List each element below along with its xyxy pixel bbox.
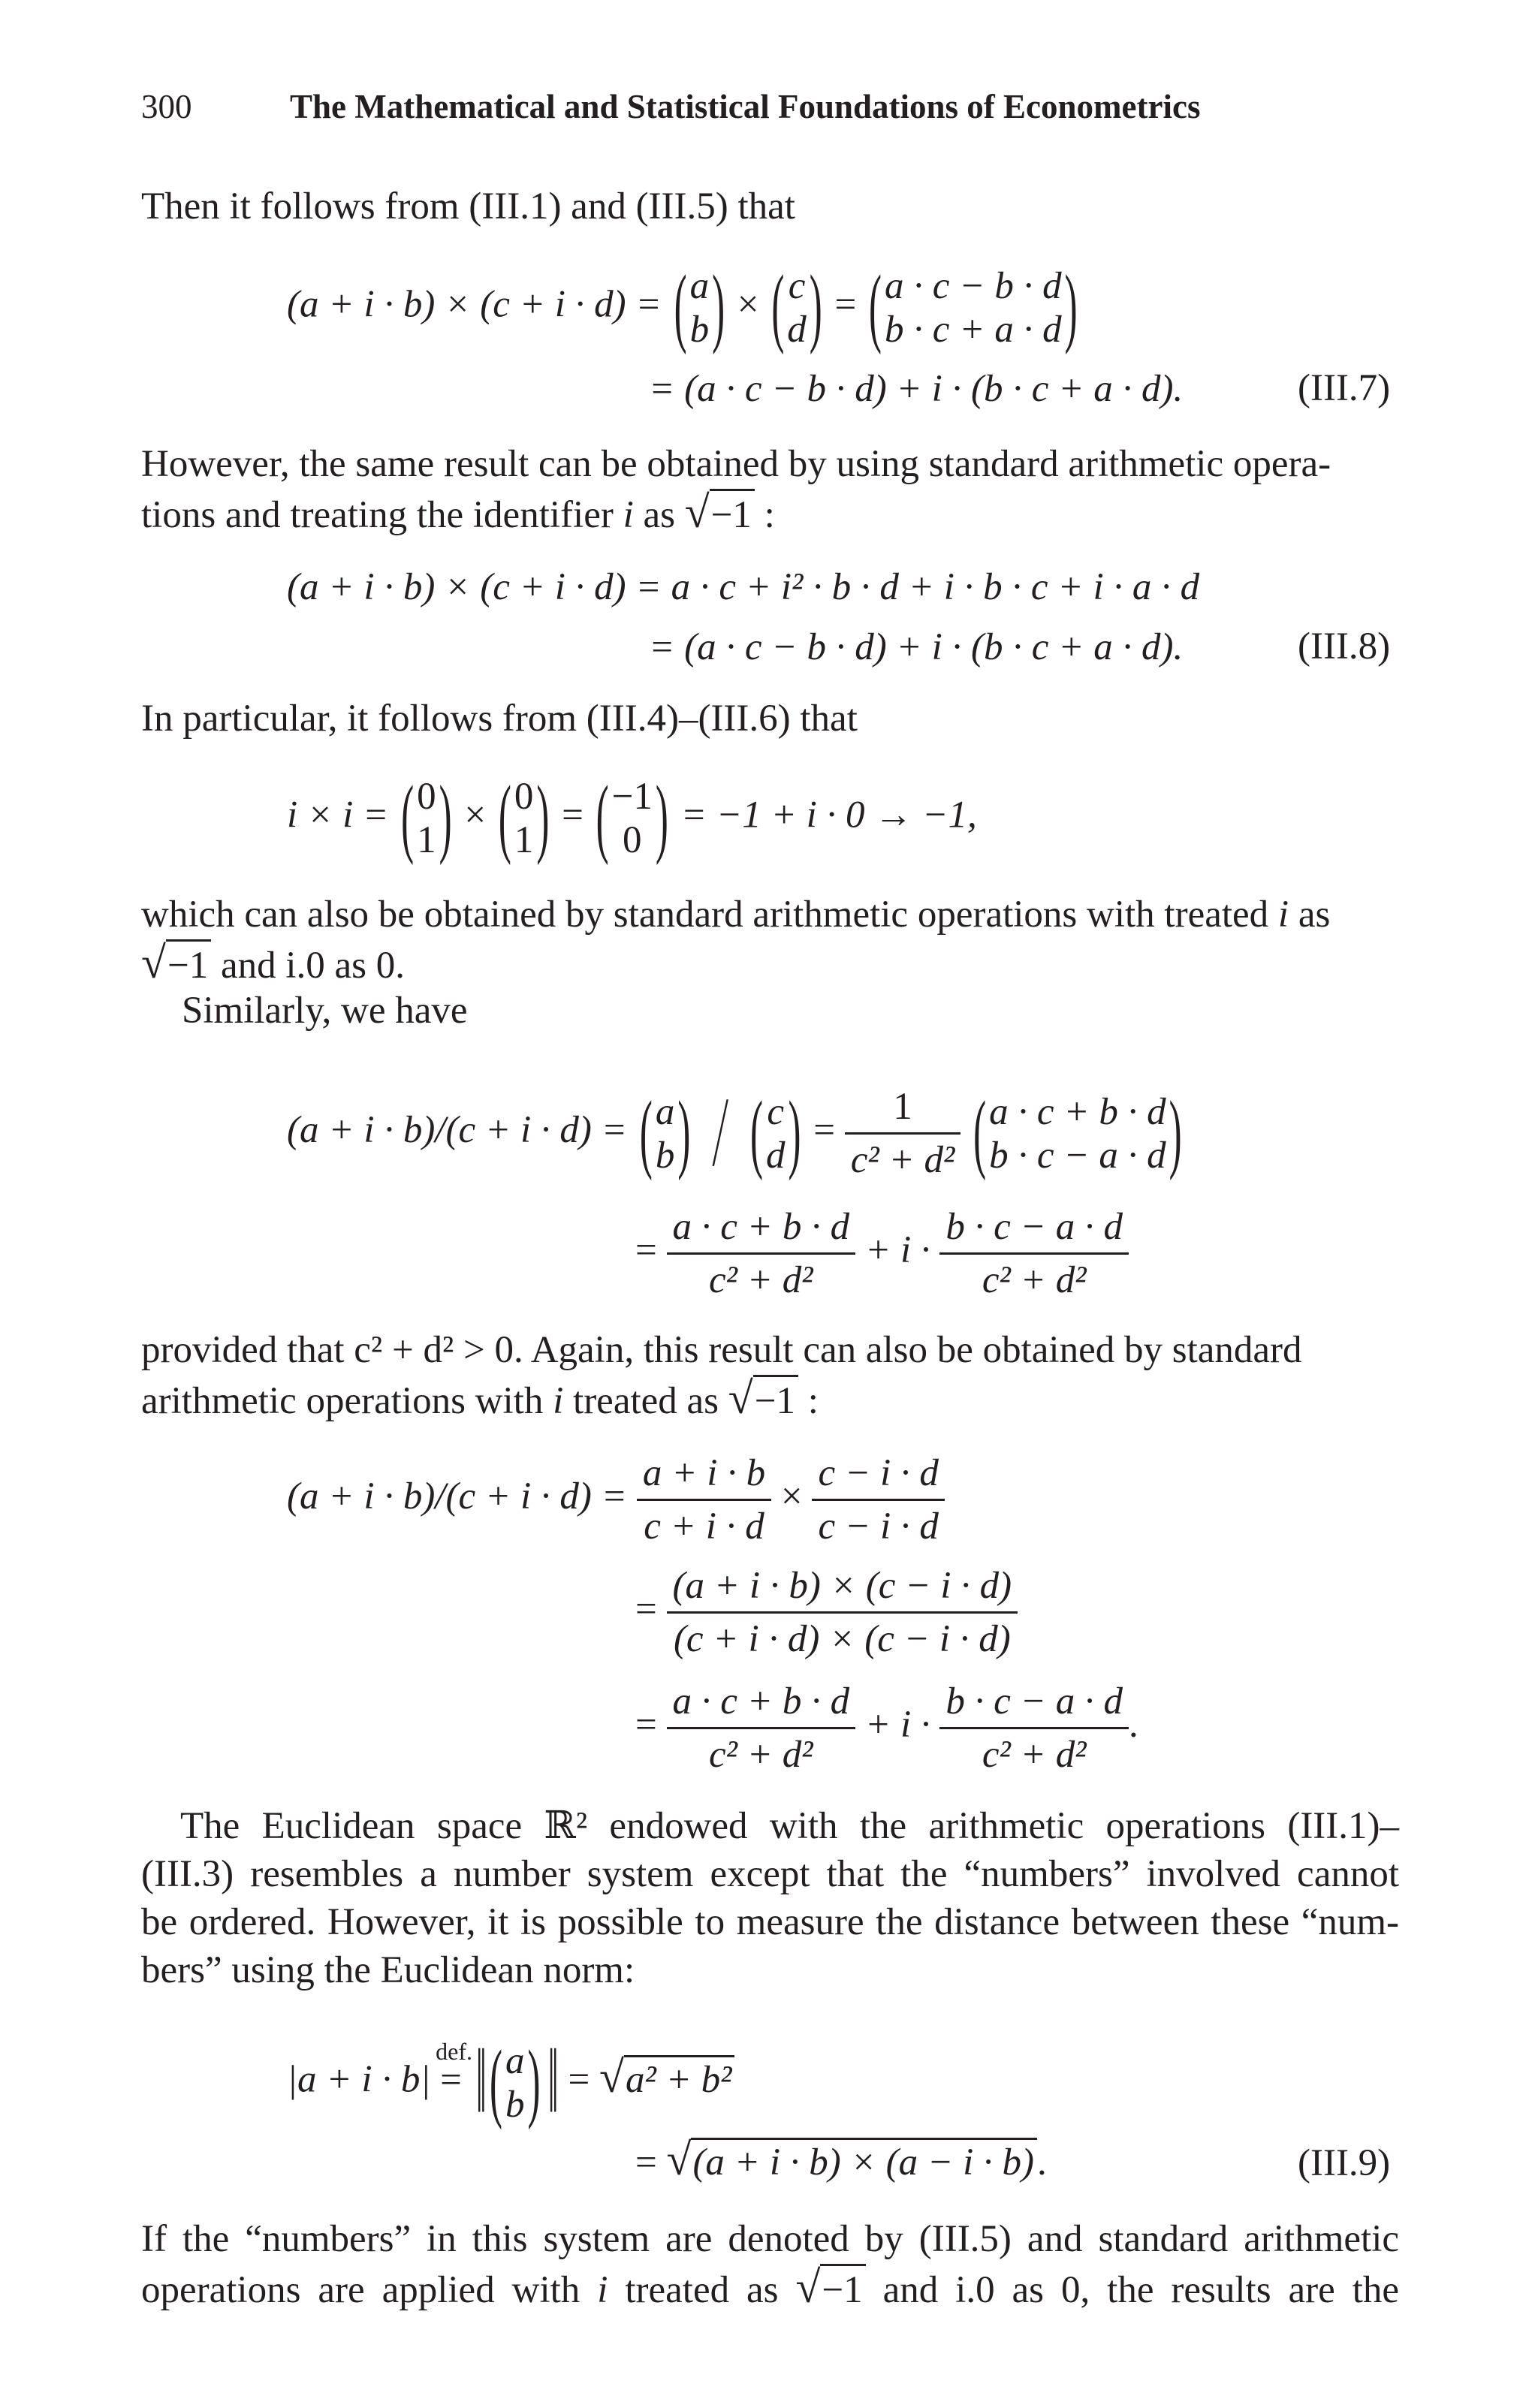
equation-number-iii-9: (III.9): [1298, 2142, 1391, 2184]
sqrt-minus-one: √−1: [685, 488, 755, 539]
paragraph-in-particular: In particular, it follows from (III.4)–(III.6) that: [141, 698, 858, 740]
equation-division-vector: (a + i · b)/(c + i · d) = ( a b ) / ( c d ) = $\frac{1}{\text{c² + d²}}$ ( a · c + b · d b · c − a · d ): [287, 1078, 1182, 1189]
equation-iii-9-line1: |a + i · b| def. = ‖ ( a b ) ‖ = √a² + b²: [287, 2039, 734, 2126]
eq7-vector-ab: a b: [689, 265, 710, 351]
running-title: The Mathematical and Statistical Foundations of Econometrics: [290, 88, 1201, 125]
equation-iii-9-line2: = √(a + i · b) × (a − i · b).: [635, 2135, 1047, 2184]
paragraph-however-line2: tions and treating the identifier i as √−1 :: [141, 488, 775, 539]
page-number: 300: [141, 88, 192, 125]
equation-division-step2: = $\frac{(a + i \cdot b) \times (c - i \cdot d)}{(c + i \cdot d) \times (c - i \cdot d)}$: [635, 1560, 1018, 1665]
equation-division-conjugate: (a + i · b)/(c + i · d) = $\frac{a + i \cdot b}{c + i \cdot d}$ × $\frac{c - i \cdot d}{c - i \cdot d}$: [287, 1448, 945, 1552]
equation-i-times-i: i × i = ( 0 1 ) × ( 0 1 ) = ( −1 0 ) = −1 + i · 0 → −1,: [287, 770, 977, 867]
equation-division-result: = $\frac{a \cdot c + b \cdot d}{\text{c² + d²}}$ + i · $\frac{b \cdot c - a \cdot d}{\text{c² + d²}}$: [635, 1201, 1129, 1306]
equation-number-iii-8: (III.8): [1298, 625, 1391, 668]
eq7-vector-cd: c d: [787, 265, 807, 351]
paragraph-which-line1: which can also be obtained by standard arithmetic operations with treated i as: [141, 894, 1331, 936]
equation-iii-8-line2: = (a · c − b · d) + i · (b · c + a · d).: [649, 626, 1184, 668]
paragraph-intro: Then it follows from (III.1) and (III.5) that: [141, 185, 795, 228]
paragraph-euclidean-line4: bers” using the Euclidean norm:: [141, 1949, 635, 1991]
eq7-vector-result: a · c − b · d b · c + a · d: [885, 265, 1062, 351]
equation-iii-7-line1: (a + i · b) × (c + i · d) = ( a b ) × ( c d ) = ( a · c − b · d b · c + a · d ): [287, 259, 1078, 357]
paragraph-which-line2: √−1 and i.0 as 0.: [141, 939, 405, 990]
paragraph-euclidean-line1: The Euclidean space ℝ² endowed with the arithmetic operations (III.1)–: [180, 1805, 1399, 1847]
paragraph-euclidean-line3: be ordered. However, it is possible to measure the distance between these “num-: [141, 1901, 1399, 1943]
equation-iii-8-line1: (a + i · b) × (c + i · d) = a · c + i² · b · d + i · b · c + i · a · d: [287, 566, 1200, 608]
paragraph-euclidean-line2: (III.3) resembles a number system except that the “numbers” involved cannot: [141, 1853, 1399, 1895]
equation-iii-7-line2: = (a · c − b · d) + i · (b · c + a · d).: [649, 368, 1184, 410]
paragraph-if-line1: If the “numbers” in this system are denoted by (III.5) and standard arithmetic: [141, 2218, 1399, 2260]
equation-number-iii-7: (III.7): [1298, 367, 1391, 409]
eq7-lhs: (a + i · b) × (c + i · d) =: [287, 283, 662, 326]
paragraph-however-line1: However, the same result can be obtained by using standard arithmetic opera-: [141, 443, 1331, 485]
equation-division-step3: = $\frac{a \cdot c + b \cdot d}{\text{c² + d²}}$ + i · $\frac{b \cdot c - a \cdot d}{\text{c² + d²}}$ .: [635, 1676, 1138, 1780]
paragraph-if-line2: operations are applied with i treated as √−1 and i.0 as 0, the results are the: [141, 2263, 1399, 2314]
paragraph-provided-line1: provided that c² + d² > 0. Again, this result can also be obtained by standard: [141, 1329, 1302, 1371]
paragraph-similarly: Similarly, we have: [182, 990, 468, 1032]
paragraph-provided-line2: arithmetic operations with i treated as √−1 :: [141, 1374, 819, 1425]
